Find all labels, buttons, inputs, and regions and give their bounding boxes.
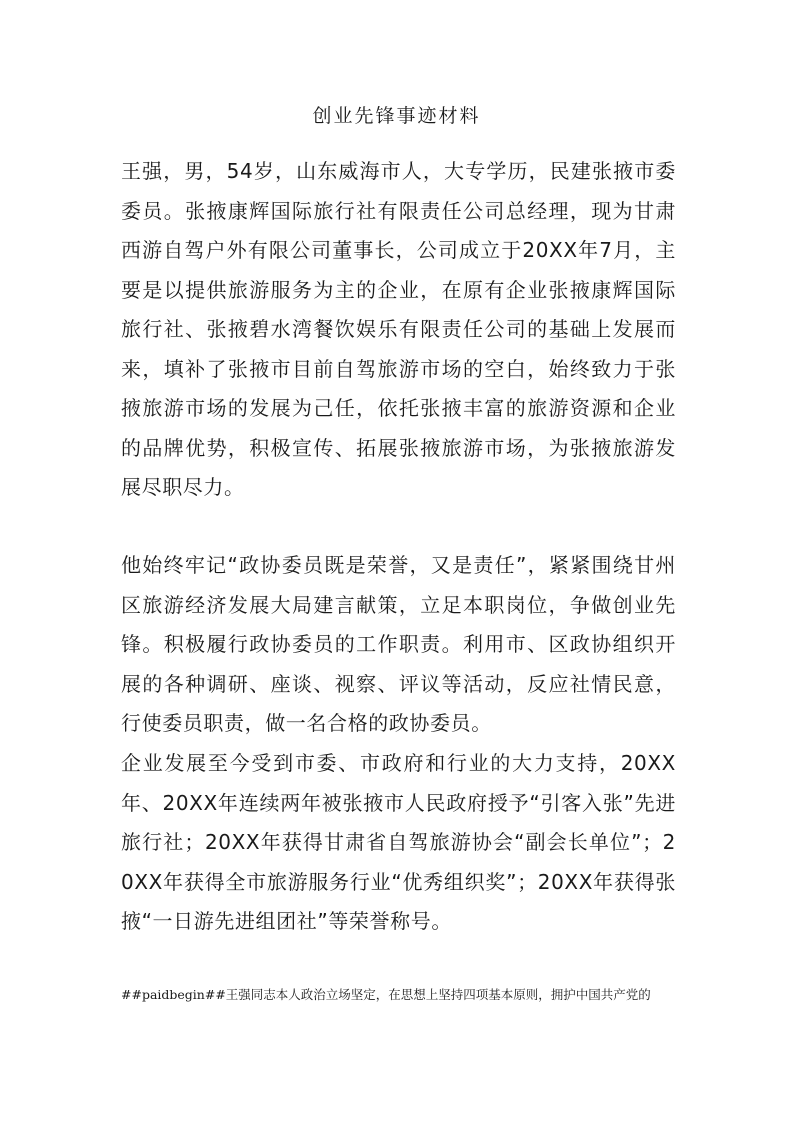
paragraph-duties: 他始终牢记“政协委员既是荣誉，又是责任”，紧紧围绕甘州区旅游经济发展大局建言献策，立足本职岗位，争做创业先锋。积极履行政协委员的工作职责。利用市、区政协组织开展的各种调研、座谈、视察、评议等活动，反应社情民意，行使委员职责，做一名合格的政协委员。 [121, 553, 676, 735]
paid-content-line: ##paidbegin##王强同志本人政治立场坚定，在思想上坚持四项基本原则，拥护中国共产党的 [121, 987, 651, 1002]
document-title: 创业先锋事迹材料 [312, 105, 481, 127]
paragraph-profile: 王强，男，54岁，山东威海市人，大专学历，民建张掖市委委员。张掖康辉国际旅行社有限责任公司总经理，现为甘肃西游自驾户外有限公司董事长，公司成立于20XX年7月，主要是以提供旅游服务为主的企业，在原有企业张掖康辉国际旅行社、张掖碧水湾餐饮娱乐有限责任公司的基础上发展而来，填补了张掖市目前自驾旅游市场的空白，始终致力于张掖旅游市场的发展为己任，依托张掖丰富的旅游资源和企业的品牌优势，积极宣传、拓展张掖旅游市场，为张掖旅游发展尽职尽力。 [121, 159, 676, 499]
paragraph-honors: 企业发展至今受到市委、市政府和行业的大力支持，20XX年、20XX年连续两年被张掖市人民政府授予“引客入张”先进旅行社；20XX年获得甘肃省自驾旅游协会“副会长单位”；20XX年获得全市旅游服务行业“优秀组织奖”；20XX年获得张掖“一日游先进组团社”等荣誉称号。 [121, 751, 676, 933]
